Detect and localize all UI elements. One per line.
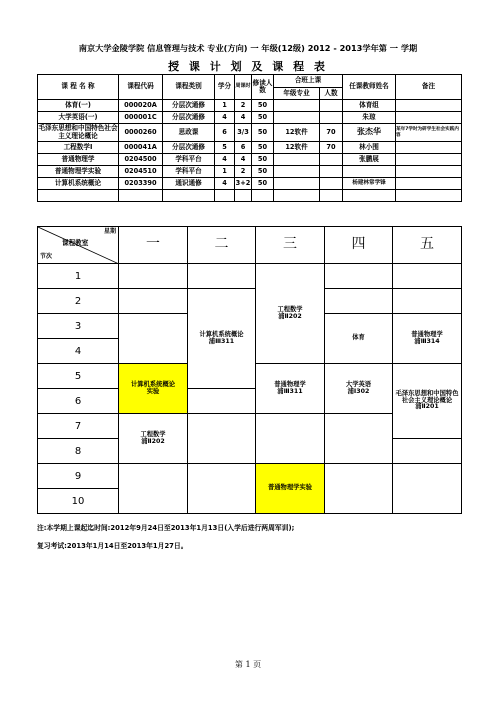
col-header-code: 课程代码 xyxy=(119,75,163,100)
col-header-weekly: 周课时 xyxy=(235,75,252,100)
col-header-teacher: 任课教师姓名 xyxy=(343,75,396,100)
col-header-name: 课 程 名 称 xyxy=(38,75,119,100)
slot-empty xyxy=(188,464,256,514)
course-code: 000020A xyxy=(119,100,163,112)
slot-empty xyxy=(119,264,188,289)
course-enroll: 50 xyxy=(252,178,274,190)
slot-empty xyxy=(256,414,325,464)
table-row xyxy=(38,142,462,154)
slot-empty xyxy=(325,414,393,464)
period-number: 9 xyxy=(38,464,119,489)
day-header-tue: 二 xyxy=(188,227,256,264)
period-number: 4 xyxy=(38,339,119,364)
course-enroll: 50 xyxy=(252,154,274,166)
course-remark: 某年7学时为研学生社会实践内容 xyxy=(396,124,462,142)
course-enroll: 50 xyxy=(252,166,274,178)
course-weekly: 2 xyxy=(235,166,252,178)
course-type: 分层次通修 xyxy=(163,100,215,112)
course-credit: 4 xyxy=(215,154,235,166)
slot-wed-9-10: 普通物理学实验 xyxy=(256,464,325,514)
course-joint-count xyxy=(320,154,343,166)
day-header-thu: 四 xyxy=(325,227,393,264)
period-number: 7 xyxy=(38,414,119,439)
slot-empty xyxy=(393,439,462,464)
course-joint-major xyxy=(274,154,320,166)
day-header-mon: 一 xyxy=(119,227,188,264)
col-header-credit: 学分 xyxy=(215,75,235,100)
course-teacher: 朱琼 xyxy=(343,112,396,124)
slot-empty xyxy=(188,414,256,464)
note-exam-dates: 复习考试:2013年1月14日至2013年1月27日。 xyxy=(37,542,188,550)
day-header-wed: 三 xyxy=(256,227,325,264)
period-number: 5 xyxy=(38,364,119,389)
col-header-remark: 备注 xyxy=(396,75,462,100)
course-joint-major: 12软件 xyxy=(274,142,320,154)
slot-empty xyxy=(325,264,393,289)
slot-empty xyxy=(119,464,188,514)
table-row xyxy=(38,112,462,124)
course-remark xyxy=(396,112,462,124)
course-credit: 5 xyxy=(215,142,235,154)
slot-tue-2-5: 计算机系统概论 浦Ⅲ311 xyxy=(188,289,256,389)
course-teacher: 林小围 xyxy=(343,142,396,154)
slot-mon-5-6: 计算机系统概论 实验 xyxy=(119,364,188,414)
table-row xyxy=(38,124,462,142)
slot-empty xyxy=(393,289,462,314)
course-joint-major: 12软件 xyxy=(274,124,320,142)
period-number: 1 xyxy=(38,264,119,289)
course-type: 通识通修 xyxy=(163,178,215,190)
course-joint-count xyxy=(320,178,343,190)
course-teacher: 张鹏展 xyxy=(343,154,396,166)
course-teacher: 体育组 xyxy=(343,100,396,112)
course-teacher: 杨建林常学锋 xyxy=(343,178,396,190)
course-name: 工程数学Ⅰ xyxy=(38,142,119,154)
course-name: 计算机系统概论 xyxy=(38,178,119,190)
course-type: 分层次通修 xyxy=(163,112,215,124)
course-plan-table xyxy=(37,74,462,202)
course-enroll: 50 xyxy=(252,112,274,124)
corner-period-label: 节次 xyxy=(40,253,53,261)
col-header-joint: 合班上课 xyxy=(274,75,343,88)
course-remark xyxy=(396,100,462,112)
course-weekly: 3+2 xyxy=(235,178,252,190)
table-row xyxy=(38,178,462,190)
slot-thu-5-6: 大学英语 浦Ⅰ302 xyxy=(325,364,393,414)
table-row xyxy=(38,100,462,112)
course-name: 大学英语(一) xyxy=(38,112,119,124)
slot-mon-7-8: 工程数学 浦Ⅱ202 xyxy=(119,414,188,464)
corner-course-room-label: 课程教室 xyxy=(62,239,89,247)
slot-empty xyxy=(188,389,256,414)
course-name: 普通物理学实验 xyxy=(38,166,119,178)
course-weekly: 2 xyxy=(235,100,252,112)
course-type: 学科平台 xyxy=(163,166,215,178)
slot-fri-3-4: 普通物理学 浦Ⅲ314 xyxy=(393,314,462,364)
col-header-enroll: 修读人数 xyxy=(252,75,274,100)
course-credit: 1 xyxy=(215,166,235,178)
slot-empty xyxy=(119,314,188,364)
document-title: 南京大学金陵学院 信息管理与技术 专业(方向) 一 年级(12级) 2012 - 2013学年第 一 学期 xyxy=(78,43,418,53)
corner-weekday-label: 星期 xyxy=(103,228,116,235)
col-header-type: 课程类别 xyxy=(163,75,215,100)
timetable xyxy=(37,226,462,514)
course-code: 000001C xyxy=(119,112,163,124)
course-credit: 4 xyxy=(215,112,235,124)
table-row xyxy=(38,154,462,166)
col-header-joint-major: 年级专业 xyxy=(274,88,320,100)
course-name: 体育(一) xyxy=(38,100,119,112)
timetable-corner xyxy=(38,227,119,264)
course-joint-major xyxy=(274,178,320,190)
period-number: 2 xyxy=(38,289,119,314)
course-remark xyxy=(396,154,462,166)
period-number: 8 xyxy=(38,439,119,464)
period-number: 6 xyxy=(38,389,119,414)
course-joint-count xyxy=(320,166,343,178)
course-teacher: 张杰华 xyxy=(343,124,396,142)
course-joint-count xyxy=(320,112,343,124)
course-enroll: 50 xyxy=(252,142,274,154)
course-weekly: 6 xyxy=(235,142,252,154)
course-joint-count: 70 xyxy=(320,142,343,154)
course-remark xyxy=(396,142,462,154)
slot-empty xyxy=(393,464,462,514)
course-teacher xyxy=(343,166,396,178)
course-code: 0204510 xyxy=(119,166,163,178)
course-type: 思政课 xyxy=(163,124,215,142)
course-remark xyxy=(396,178,462,190)
course-credit: 6 xyxy=(215,124,235,142)
course-remark xyxy=(396,166,462,178)
course-name: 普通物理学 xyxy=(38,154,119,166)
note-term-dates: 注:本学期上课起迄时间:2012年9月24日至2013年1月13日(入学后进行两周军训); xyxy=(37,524,295,532)
col-header-joint-count: 人数 xyxy=(320,88,343,100)
course-joint-major xyxy=(274,112,320,124)
course-joint-major xyxy=(274,166,320,178)
course-enroll: 50 xyxy=(252,100,274,112)
course-joint-major xyxy=(274,100,320,112)
slot-wed-5-6: 普通物理学 浦Ⅲ311 xyxy=(256,364,325,414)
period-number: 10 xyxy=(38,489,119,514)
course-weekly: 4 xyxy=(235,154,252,166)
slot-wed-1-4: 工程数学 浦Ⅱ202 xyxy=(256,264,325,364)
slot-thu-3-4: 体育 xyxy=(325,314,393,364)
course-type: 分层次通修 xyxy=(163,142,215,154)
course-weekly: 4 xyxy=(235,112,252,124)
slot-empty xyxy=(188,264,256,289)
course-joint-count: 70 xyxy=(320,124,343,142)
period-number: 3 xyxy=(38,314,119,339)
page-number: 第 1 页 xyxy=(234,660,262,669)
document-subtitle: 授 课 计 划 及 课 程 表 xyxy=(168,60,328,73)
table-row xyxy=(38,166,462,178)
slot-empty xyxy=(325,289,393,314)
course-name: 毛泽东思想和中国特色社会主义理论概论 xyxy=(38,124,118,140)
slot-empty xyxy=(119,289,188,314)
course-code: 000041A xyxy=(119,142,163,154)
course-code: 0203390 xyxy=(119,178,163,190)
course-code: 0000260 xyxy=(119,124,163,142)
course-weekly: 3/3 xyxy=(235,124,252,142)
course-type: 学科平台 xyxy=(163,154,215,166)
table-row xyxy=(38,190,462,202)
course-credit: 4 xyxy=(215,178,235,190)
slot-empty xyxy=(393,264,462,289)
slot-empty xyxy=(325,464,393,514)
course-enroll: 50 xyxy=(252,124,274,142)
day-header-fri: 五 xyxy=(393,227,462,264)
course-credit: 1 xyxy=(215,100,235,112)
slot-fri-5-7: 毛泽东思想和中国特色社会主义理论概论 浦Ⅱ201 xyxy=(393,364,462,439)
course-joint-count xyxy=(320,100,343,112)
course-code: 0204500 xyxy=(119,154,163,166)
